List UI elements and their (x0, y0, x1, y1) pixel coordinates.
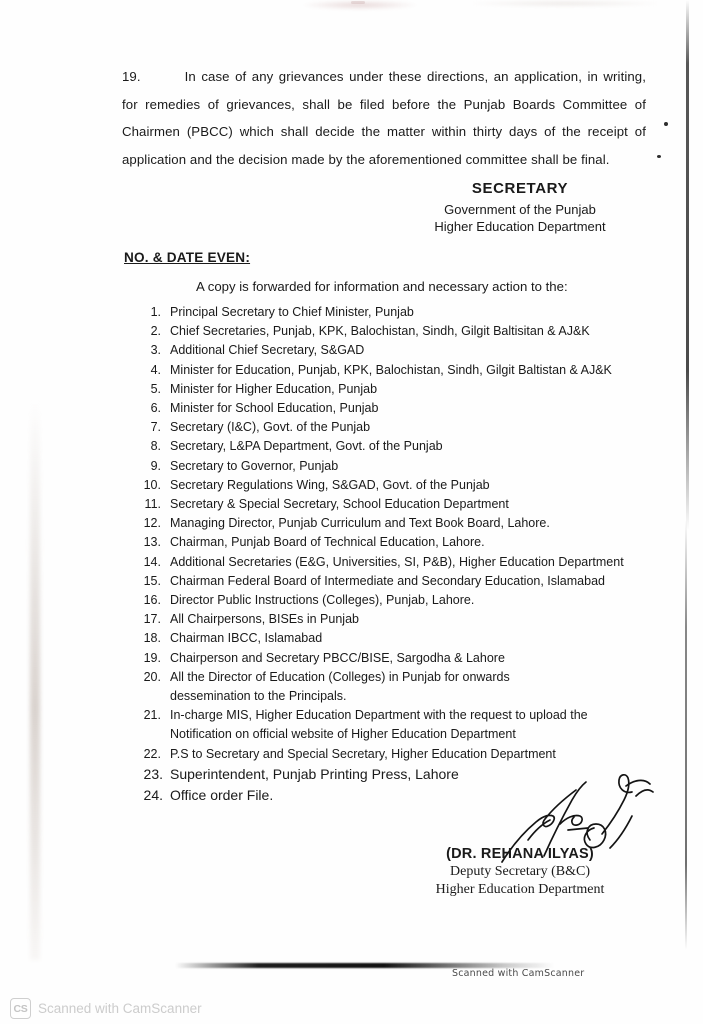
list-item-text: Secretary Regulations Wing, S&GAD, Govt. of the Punjab (170, 477, 490, 492)
government-line: Government of the Punjab (444, 201, 596, 217)
list-item-line: All the Director of Education (Colleges) in Punjab for onwards (170, 669, 510, 684)
list-item (122, 495, 642, 514)
list-item-text: Minister for Higher Education, Punjab (170, 381, 378, 396)
list-item-text: Chairman Federal Board of Intermediate and Secondary Education, Islamabad (170, 573, 605, 588)
distribution-list (122, 303, 642, 806)
list-item-number: 1. (150, 305, 161, 319)
list-item-number: 13. (143, 535, 161, 550)
list-item-number: 8. (150, 439, 161, 454)
signatory-name: (DR. REHANA ILYAS) (446, 846, 594, 862)
list-item-text: Principal Secretary to Chief Minister, Punjab (170, 305, 414, 319)
list-item-text: Additional Chief Secretary, S&GAD (170, 343, 365, 358)
list-item-text: Superintendent, Punjab Printing Press, Lahore (170, 765, 459, 782)
department-line: Higher Education Department (434, 219, 606, 234)
list-item (122, 533, 642, 552)
list-item-text: Director Public Instructions (Colleges), Punjab, Lahore. (170, 593, 475, 608)
reference-heading: NO. & DATE EVEN: (124, 250, 251, 265)
list-item (122, 303, 642, 322)
list-item-number: 17. (143, 612, 161, 627)
list-item (122, 418, 642, 437)
list-item-number: 24. (143, 786, 163, 803)
list-item-number: 21. (143, 708, 161, 723)
list-item-text (170, 668, 642, 706)
scan-speck (664, 122, 668, 126)
list-item (122, 572, 642, 591)
list-item-text: Managing Director, Punjab Curriculum and Text Book Board, Lahore. (170, 516, 550, 531)
list-item-number: 22. (143, 746, 161, 761)
list-item-text: Chairman, Punjab Board of Technical Education, Lahore. (170, 535, 485, 550)
signature-block-top (360, 180, 680, 236)
list-item (122, 341, 642, 360)
camscanner-watermark-badge (10, 998, 202, 1019)
clause-number: 19. (122, 69, 141, 84)
clause-paragraph (122, 63, 646, 173)
list-item (122, 514, 642, 533)
list-item-number: 7. (150, 420, 161, 435)
list-item-number: 23. (143, 765, 163, 782)
list-item-number: 15. (143, 573, 161, 588)
list-item-number: 20. (143, 669, 161, 684)
list-item (122, 764, 642, 785)
list-item-number: 12. (143, 516, 161, 531)
list-item-text: Chairman IBCC, Islamabad (170, 631, 323, 646)
list-item (122, 649, 642, 668)
list-item-number: 5. (150, 381, 161, 396)
list-item-line: Notification on official website of Higher Education Department (170, 727, 516, 742)
secretary-title: SECRETARY (471, 180, 569, 197)
scan-smudge-top-right (470, 0, 660, 7)
scan-speck (351, 1, 365, 4)
camscanner-watermark-label: Scanned with CamScanner (38, 1001, 202, 1016)
list-item (122, 591, 642, 610)
list-item (122, 785, 642, 806)
list-item-number: 2. (150, 324, 161, 339)
list-item-number: 4. (150, 362, 161, 377)
scan-speck (657, 155, 661, 158)
list-item-text: Additional Secretaries (E&G, Universities, SI, P&B), Higher Education Department (170, 554, 624, 569)
list-item (122, 322, 642, 341)
list-item-line: dessemination to the Principals. (170, 689, 347, 704)
list-item-number: 11. (144, 497, 161, 512)
list-item-text: Office order File. (170, 786, 274, 803)
list-item (122, 457, 642, 476)
list-item-number: 3. (150, 343, 161, 358)
scan-shadow-left (30, 400, 40, 960)
list-item-number: 6. (150, 401, 161, 416)
list-item-text: Minister for Education, Punjab, KPK, Balochistan, Sindh, Gilgit Baltistan & AJ&K (170, 362, 612, 377)
list-item-text: Minister for School Education, Punjab (170, 401, 379, 416)
list-item (122, 668, 642, 706)
signature-block-bottom (350, 845, 690, 899)
list-item-text: Secretary (I&C), Govt. of the Punjab (170, 420, 371, 435)
list-item (122, 380, 642, 399)
list-item-text: Chief Secretaries, Punjab, KPK, Balochistan, Sindh, Gilgit Baltisitan & AJ&K (170, 324, 590, 339)
list-item-text: Secretary, L&PA Department, Govt. of the Punjab (170, 439, 443, 454)
list-item-number: 19. (143, 650, 161, 665)
list-item (122, 476, 642, 495)
list-item (122, 437, 642, 456)
list-item-text: Chairperson and Secretary PBCC/BISE, Sargodha & Lahore (170, 650, 505, 665)
list-item-number: 10. (143, 477, 161, 492)
clause-text: In case of any grievances under these directions, an application, in writing, for remedies of grievances, shall be filed before the Punjab Boards Committee of Chairmen (PBCC) which shall decide the matter within thirty days of the receipt of application and the decision made by the aforementioned committee shall be final. (122, 69, 646, 167)
list-item (122, 629, 642, 648)
camscanner-watermark-inline: Scanned with CamScanner (452, 968, 585, 979)
list-item-number: 16. (143, 593, 161, 608)
list-item (122, 610, 642, 629)
list-item (122, 745, 642, 764)
list-item-number: 9. (150, 458, 161, 473)
camscanner-logo-icon: CS (10, 998, 31, 1019)
list-item (122, 553, 642, 572)
forwarding-line: A copy is forwarded for information and necessary action to the: (196, 279, 568, 294)
list-item (122, 361, 642, 380)
list-item (122, 706, 642, 744)
list-item (122, 399, 642, 418)
list-item-text: All Chairpersons, BISEs in Punjab (170, 612, 359, 627)
signatory-post: Deputy Secretary (B&C) (450, 864, 590, 879)
list-item-line: In-charge MIS, Higher Education Department with the request to upload the (170, 708, 588, 723)
list-item-text: Secretary to Governor, Punjab (170, 458, 339, 473)
list-item-number: 14. (143, 554, 161, 569)
list-item-text (170, 706, 642, 744)
list-item-text: Secretary & Special Secretary, School Education Department (170, 497, 509, 512)
scan-edge-right (686, 0, 689, 530)
list-item-number: 18. (143, 631, 161, 646)
signatory-department: Higher Education Department (435, 882, 605, 897)
list-item-text: P.S to Secretary and Special Secretary, Higher Education Department (170, 746, 556, 761)
